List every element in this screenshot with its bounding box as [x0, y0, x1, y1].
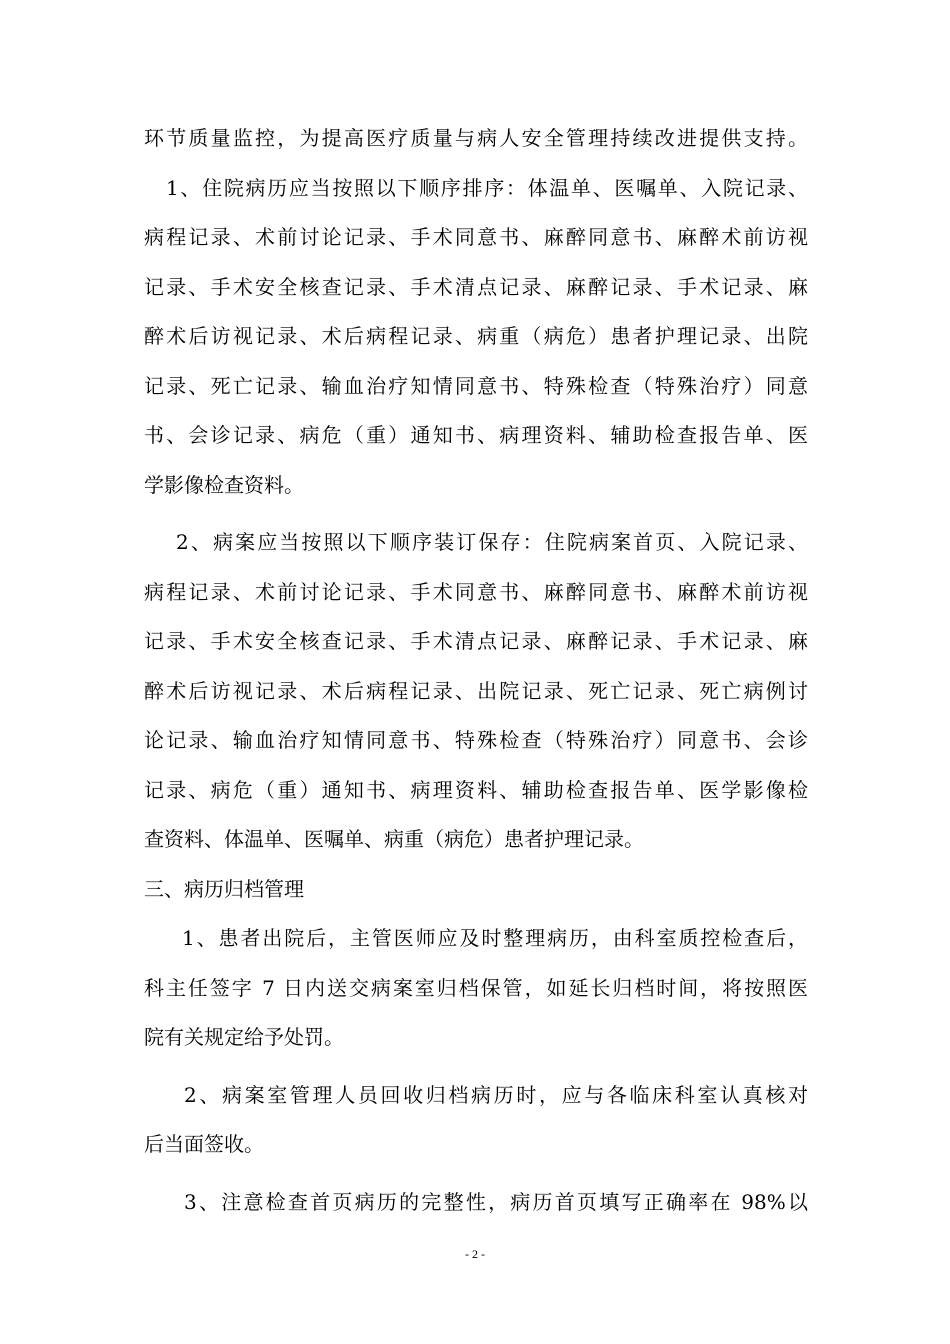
text-line: 记录、病危（重）通知书、病理资料、辅助检查报告单、医学影像检	[144, 777, 808, 802]
text-line: 学影像检查资料。	[144, 472, 304, 497]
paragraph-continuation: 环节质量监控，为提高医疗质量与病人安全管理持续改进提供支持。	[144, 126, 808, 150]
text-line: 记录、手术安全核查记录、手术清点记录、麻醉记录、手术记录、麻	[144, 274, 808, 299]
text-line: 记录、手术安全核查记录、手术清点记录、麻醉记录、手术记录、麻	[144, 629, 808, 653]
text-line: 书、会诊记录、病危（重）通知书、病理资料、辅助检查报告单、医	[144, 423, 808, 447]
text-line: 1、患者出院后，主管医师应及时整理病历，由科室质控检查后，	[182, 926, 808, 950]
section-heading: 三、病历归档管理	[144, 876, 304, 901]
text-line: 1、住院病历应当按照以下顺序排序：体温单、医嘱单、入院记录、	[166, 175, 808, 200]
text-line: 论记录、输血治疗知情同意书、特殊检查（特殊治疗）同意书、会诊	[144, 728, 808, 752]
text-line: 醉术后访视记录、术后病程记录、病重（病危）患者护理记录、出院	[144, 324, 808, 348]
paragraph-s3-item-2	[144, 1071, 808, 1170]
page-number: - 2 -	[465, 1247, 485, 1261]
text-line: 记录、死亡记录、输血治疗知情同意书、特殊检查（特殊治疗）同意	[144, 373, 808, 398]
text-line: 病程记录、术前讨论记录、手术同意书、麻醉同意书、麻醉术前访视	[144, 579, 808, 604]
text-line: 2、病案应当按照以下顺序装订保存：住院病案首页、入院记录、	[176, 530, 808, 554]
paragraph-item-1	[144, 164, 808, 511]
text-line: 3、注意检查首页病历的完整性，病历首页填写正确率在 98%以	[184, 1189, 808, 1214]
paragraph-s3-item-3	[144, 1178, 808, 1228]
text-line: 醉术后访视记录、术后病程记录、出院记录、死亡记录、死亡病例讨	[144, 678, 808, 703]
paragraph-item-2	[144, 518, 808, 865]
text-line: 科主任签字 7 日内送交病案室归档保管，如延长归档时间，将按照医	[144, 975, 808, 1000]
text-line: 查资料、体温单、医嘱单、病重（病危）患者护理记录。	[144, 827, 644, 851]
text-line: 2、病案室管理人员回收归档病历时，应与各临床科室认真核对	[184, 1082, 808, 1107]
text-line: 后当面签收。	[144, 1132, 264, 1156]
document-body	[144, 114, 808, 1227]
text-line: 院有关规定给予处罚。	[144, 1025, 344, 1049]
text-line: 病程记录、术前讨论记录、手术同意书、麻醉同意书、麻醉术前访视	[144, 225, 808, 249]
paragraph-s3-item-1	[144, 914, 808, 1063]
